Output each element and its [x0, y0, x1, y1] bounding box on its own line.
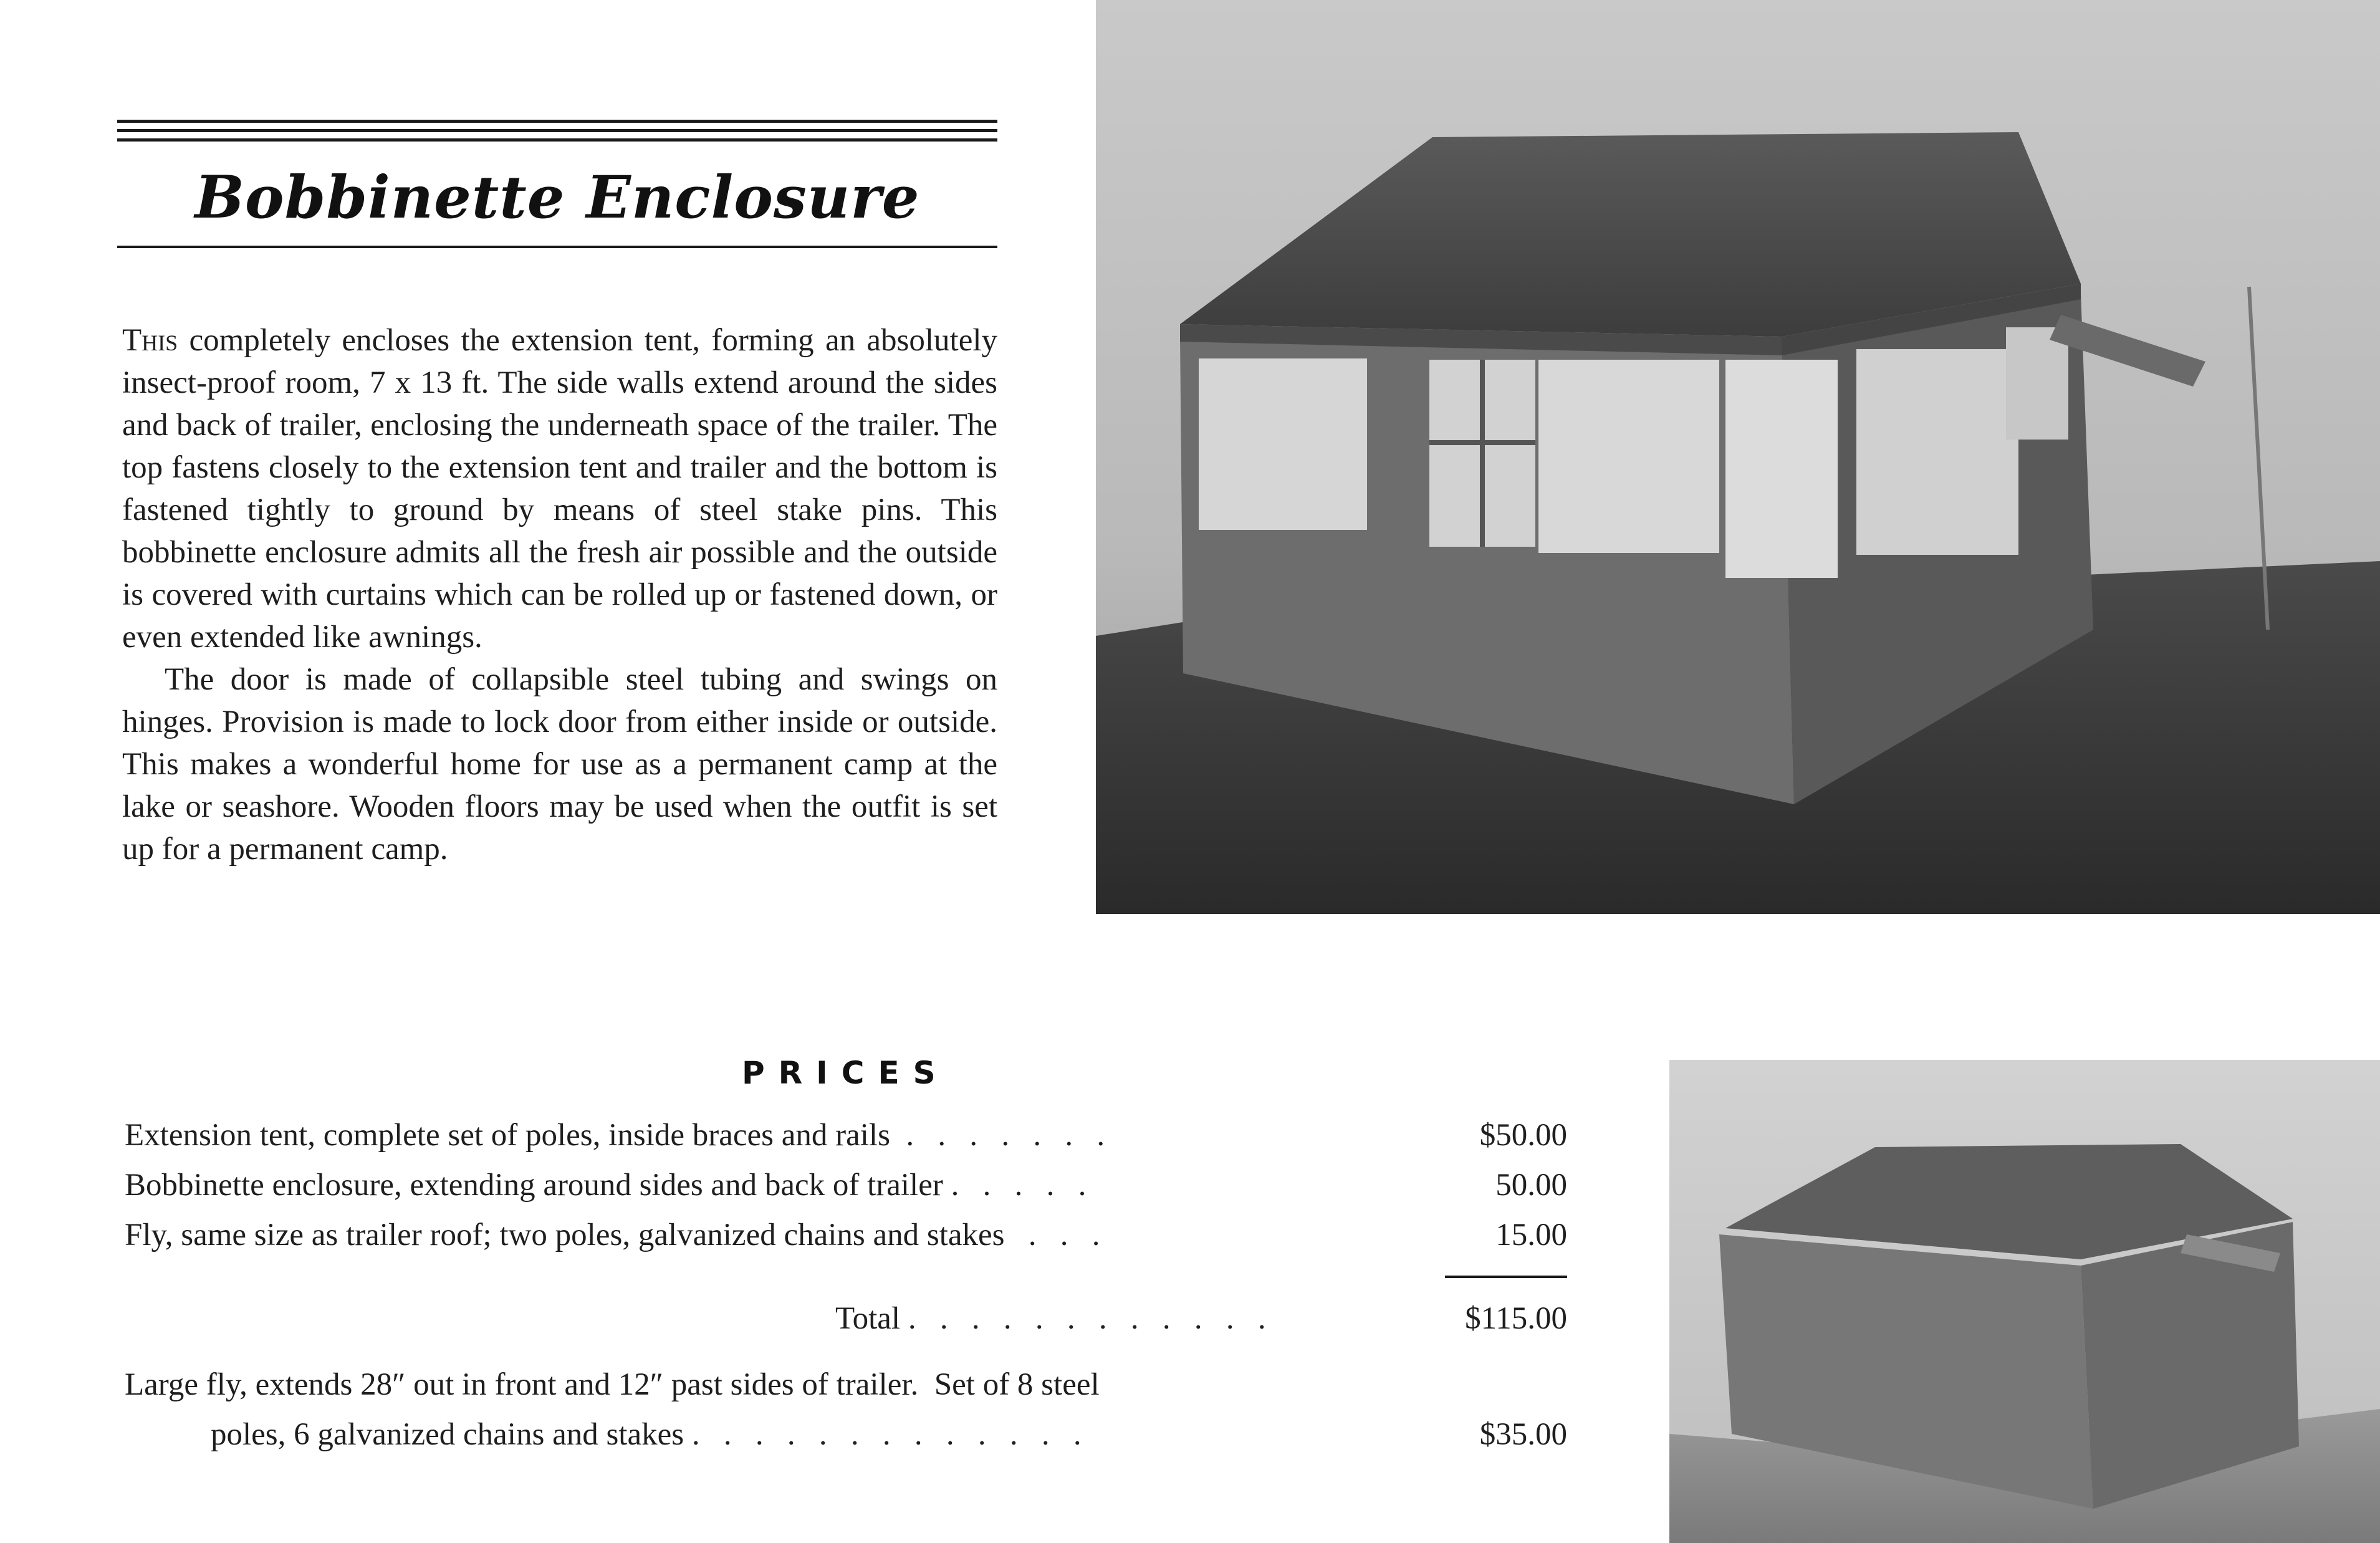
prices-heading: PRICES	[742, 1055, 949, 1091]
large-fly-amount: $35.00	[1479, 1417, 1567, 1452]
total-amount: $115.00	[1465, 1301, 1567, 1336]
price-row	[125, 1113, 1567, 1157]
total-label: Total . . . . . . . . . . . .	[835, 1301, 1266, 1336]
enclosure-photo-large-image	[1096, 0, 2380, 914]
enclosure-photo-large	[1096, 0, 2380, 914]
price-item-amount: $50.00	[1479, 1118, 1567, 1153]
enclosure-photo-small-image	[1669, 1060, 2380, 1543]
price-item-amount: 15.00	[1495, 1218, 1567, 1252]
lead-in: This	[122, 323, 178, 358]
price-item-description: Bobbinette enclosure, extending around sides and back of trailer . . . . .	[125, 1168, 1087, 1203]
description-paragraph-2: The door is made of collapsible steel tubing and swings on hinges. Provision is made to lock door from either inside or outside. This makes a wonderful home for use as a permanent camp at the lake or seashore. Wooden floors may be used when the outfit is set up for a permanent camp.	[122, 662, 997, 867]
enclosure-photo-small	[1669, 1060, 2380, 1543]
total-row	[125, 1297, 1567, 1340]
large-fly-row-2	[125, 1413, 1567, 1456]
price-row	[125, 1163, 1567, 1207]
title-underline	[117, 246, 997, 248]
large-fly-row-1	[125, 1363, 1567, 1406]
total-rule	[1445, 1276, 1567, 1278]
large-fly-description-line-2: poles, 6 galvanized chains and stakes . . . . . . . . . . . . .	[211, 1417, 1082, 1452]
description	[122, 319, 997, 870]
paragraph-1-text: completely encloses the extension tent, forming an absolutely insect-proof room, 7 x 13 ft. The side walls extend around the sides and back of trailer, enclosing the underneath space of the trailer. The top fastens closely to the extension tent and trailer and the bottom is fastened tightly to ground by means of steel stake pins. This bobbinette enclosure admits all the fresh air possible and the outside is covered with curtains which can be rolled up or fastened down, or even extended like awnings.	[122, 323, 998, 655]
page-title: Bobbinette Enclosure	[194, 163, 920, 232]
description-paragraph-1	[122, 319, 997, 658]
header-rule-middle	[117, 129, 997, 132]
header-rule-top	[117, 120, 997, 123]
header-rule-bottom	[117, 138, 997, 142]
price-item-description: Extension tent, complete set of poles, inside braces and rails . . . . . . .	[125, 1118, 1105, 1153]
price-item-description: Fly, same size as trailer roof; two poles, galvanized chains and stakes . . .	[125, 1218, 1100, 1252]
price-row	[125, 1213, 1567, 1257]
large-fly-description-line-1: Large fly, extends 28″ out in front and 12″ past sides of trailer. Set of 8 steel	[125, 1367, 1100, 1402]
price-item-amount: 50.00	[1495, 1168, 1567, 1203]
